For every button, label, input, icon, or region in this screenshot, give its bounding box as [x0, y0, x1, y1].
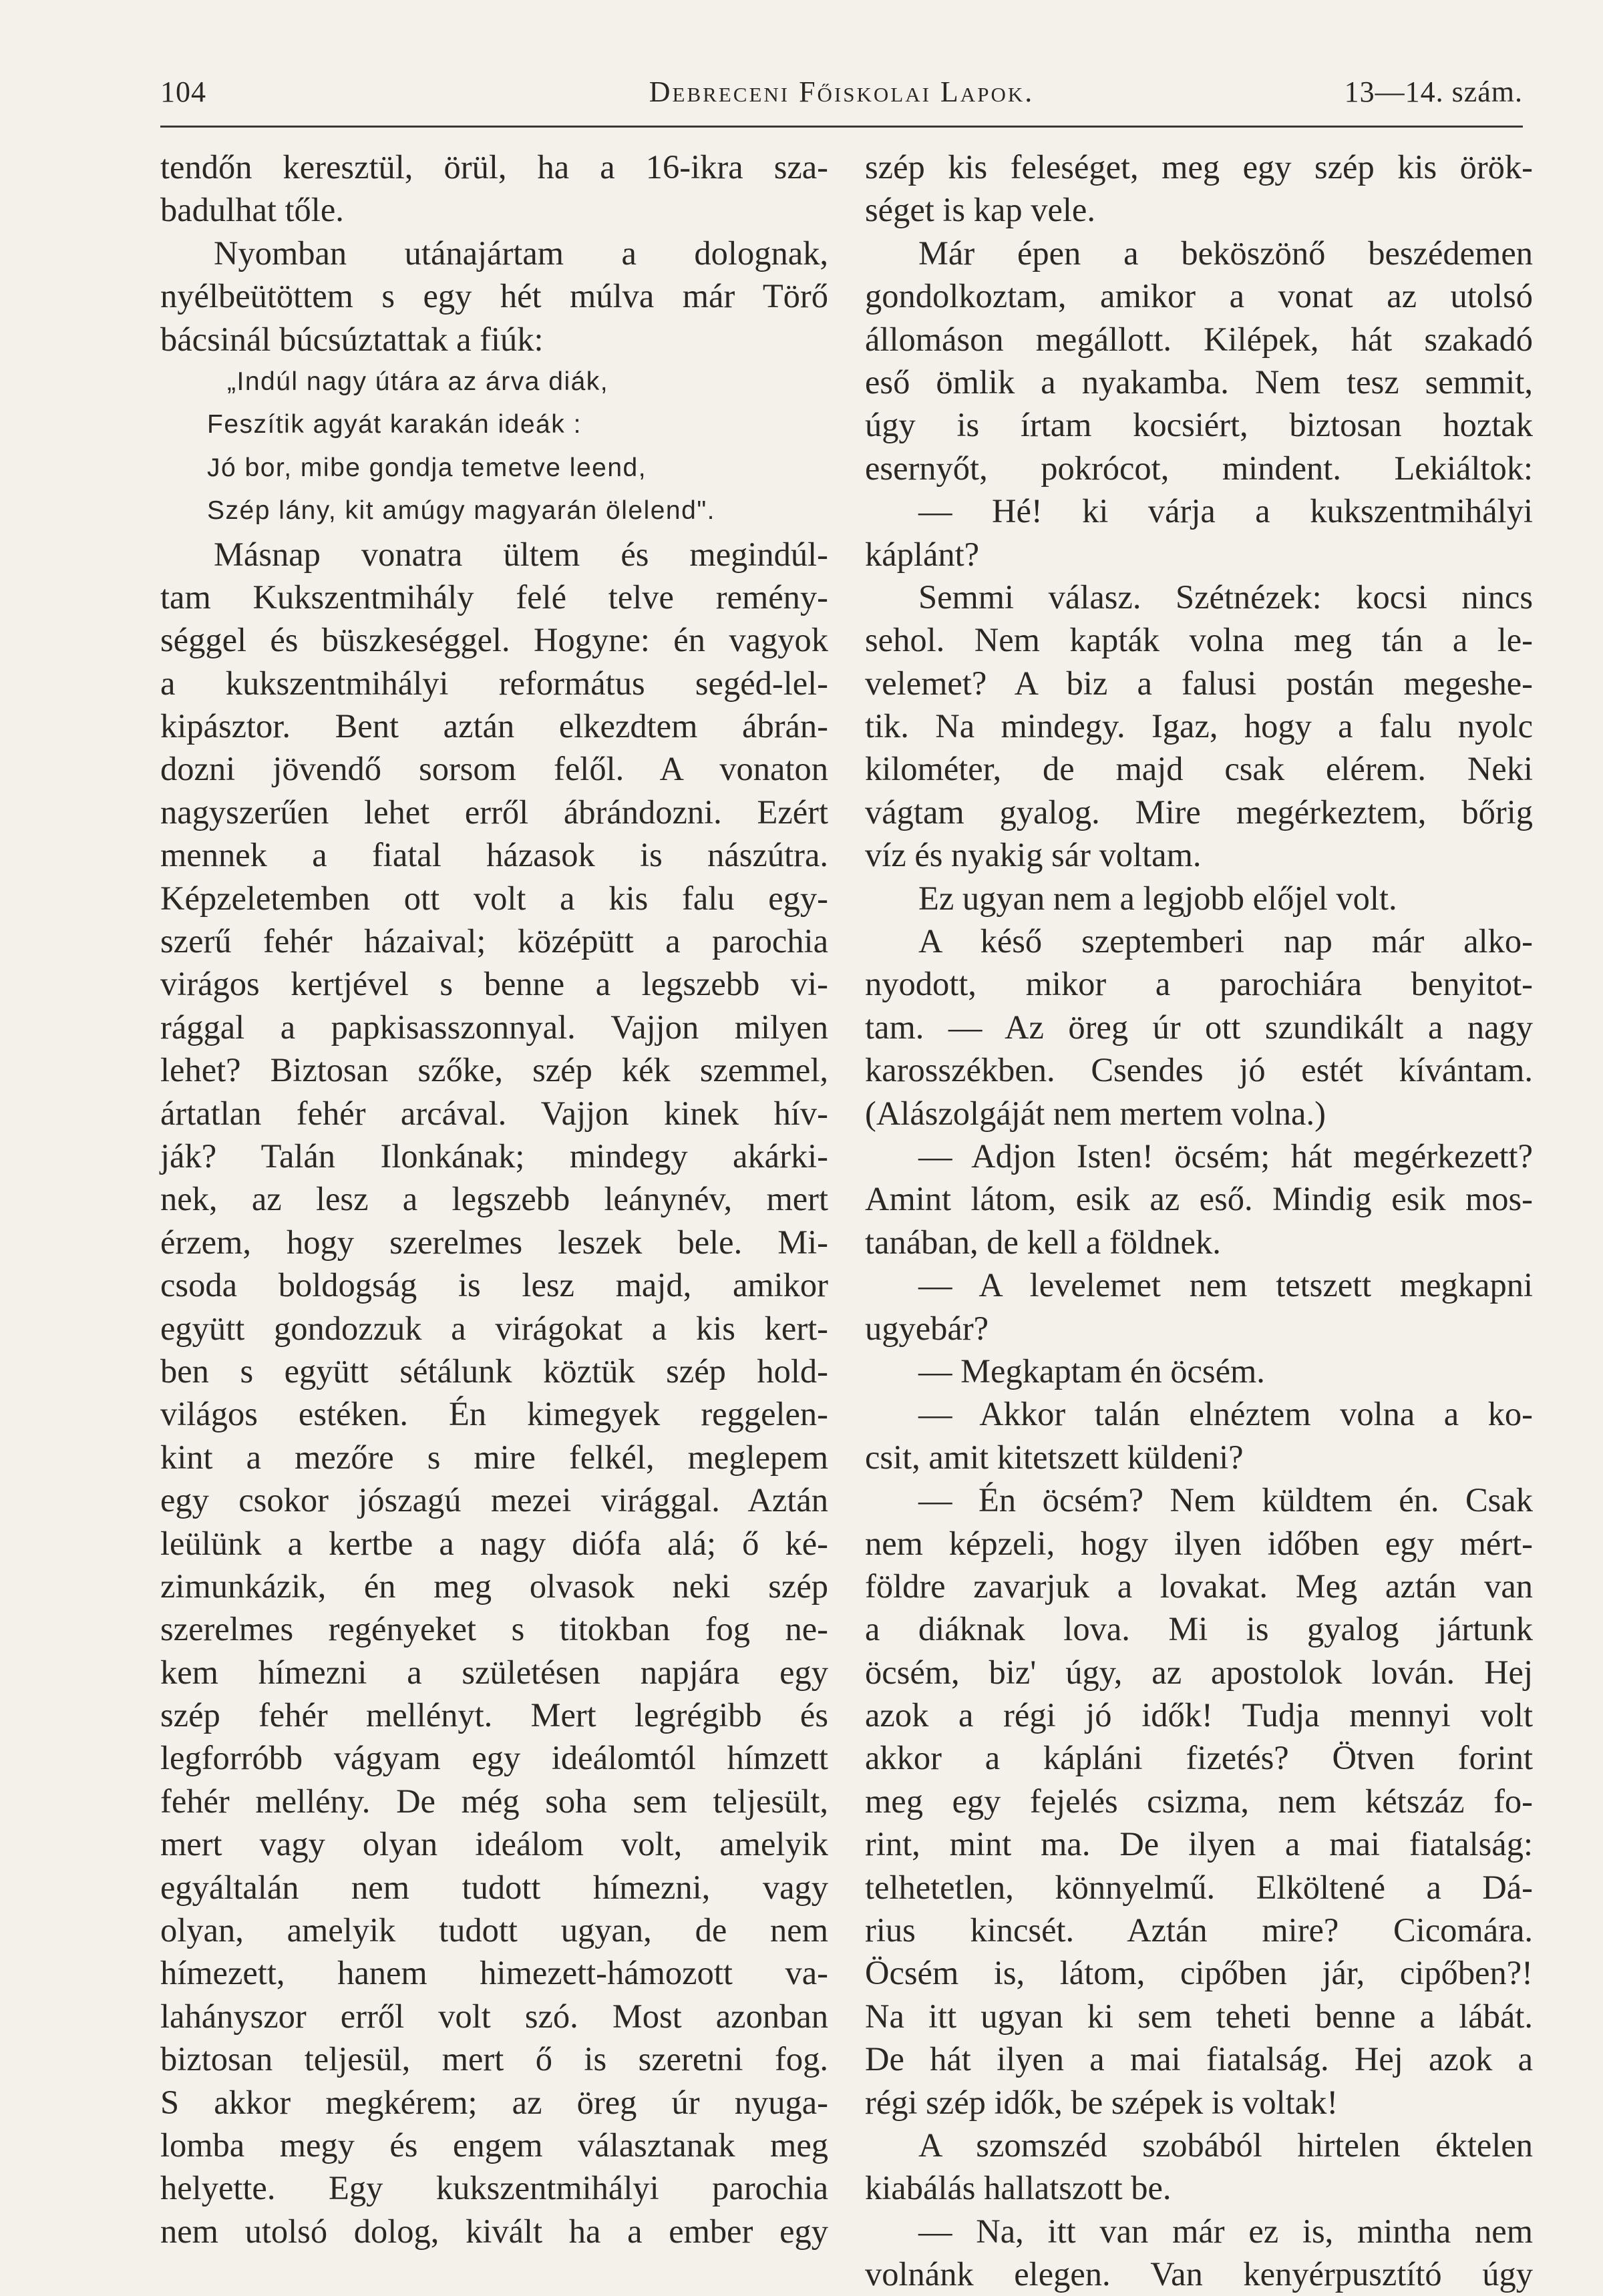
text-line: mennek a fiatal házasok is nászútra.: [160, 836, 828, 874]
text-line: bácsinál búcsúztattak a fiúk:: [160, 320, 544, 358]
text-line: sehol. Nem kapták volna meg tán a le-: [865, 621, 1533, 659]
text-line: tik. Na mindegy. Igaz, hogy a falu nyolc: [865, 707, 1533, 745]
text-line: tam Kukszentmihály felé telve remény-: [160, 578, 828, 616]
text-line: a kukszentmihályi református segéd-lel-: [160, 664, 828, 702]
text-line: rággal a papkisasszonnyal. Vajjon milyen: [160, 1008, 828, 1046]
header-rule: [160, 126, 1523, 128]
page-header: [160, 75, 1523, 122]
text-line: nem képzeli, hogy ilyen időben egy mért-: [865, 1524, 1533, 1562]
text-line: rint, mint ma. De ilyen a mai fiatalság:: [865, 1825, 1533, 1863]
text-line: nek, az lesz a legszebb leánynév, mert: [160, 1180, 828, 1218]
text-line: zimunkázik, én meg olvasok neki szép: [160, 1567, 828, 1605]
text-line: hímezett, hanem himezett-hámozott va-: [160, 1954, 828, 1992]
text-line: virágos kertjével s benne a legszebb vi-: [160, 965, 828, 1003]
text-line: séggel és büszkeséggel. Hogyne: én vagyok: [160, 621, 828, 659]
text-line: dozni jövendő sorsom felől. A vonaton: [160, 750, 828, 788]
text-line: Jó bor, mibe gondja temetve leend,: [207, 453, 647, 482]
text-line: kint a mezőre s mire felkél, meglepem: [160, 1438, 828, 1476]
text-line: tanában, de kell a földnek.: [865, 1223, 1221, 1261]
publication-title: Debreceni Főiskolai Lapok.: [649, 75, 1035, 108]
text-line: Másnap vonatra ültem és megindúl-: [214, 535, 828, 573]
text-line: gondolkoztam, amikor a vonat az utolsó: [865, 277, 1533, 315]
text-line: Nyomban utánajártam a dolognak,: [214, 234, 828, 272]
text-line: Feszítik agyát karakán ideák :: [207, 410, 582, 439]
text-line: úgy is írtam kocsiért, biztosan hoztak: [865, 406, 1533, 444]
text-line: séget is kap vele.: [865, 191, 1095, 229]
text-line: víz és nyakig sár voltam.: [865, 836, 1202, 874]
text-line: régi szép idők, be szépek is voltak!: [865, 2083, 1339, 2121]
text-line: — Én öcsém? Nem küldtem én. Csak: [918, 1481, 1533, 1519]
text-line: csoda boldogság is lesz majd, amikor: [160, 1266, 828, 1304]
text-line: A késő szeptemberi nap már alko-: [918, 922, 1533, 960]
text-line: kiabálás hallatszott be.: [865, 2169, 1172, 2207]
text-line: velemet? A biz a falusi postán megeshe-: [865, 664, 1533, 702]
text-line: meg egy fejelés csizma, nem kétszáz fo-: [865, 1782, 1533, 1820]
left-column: [160, 146, 828, 2253]
text-line: azok a régi jó idők! Tudja mennyi volt: [865, 1696, 1533, 1734]
text-line: állomáson megállott. Kilépek, hát szakadó: [865, 320, 1533, 358]
right-column: [865, 146, 1533, 2296]
text-line: öcsém, biz' úgy, az apostolok lován. Hej: [865, 1653, 1533, 1691]
text-line: karosszékben. Csendes jó estét kívántam.: [865, 1051, 1533, 1089]
text-line: csit, amit kitetszett küldeni?: [865, 1438, 1244, 1476]
text-line: szerelmes regényeket s titokban fog ne-: [160, 1610, 828, 1648]
text-line: legforróbb vágyam egy ideálomtól hímzett: [160, 1739, 828, 1777]
text-line: világos estéken. Én kimegyek reggelen-: [160, 1395, 828, 1433]
text-line: akkor a kápláni fizetés? Ötven forint: [865, 1739, 1533, 1777]
text-line: szép fehér mellényt. Mert legrégibb és: [160, 1696, 828, 1734]
text-line: esernyőt, pokrócot, mindent. Lekiáltok:: [865, 449, 1533, 487]
text-line: Amint látom, esik az eső. Mindig esik mos-: [865, 1180, 1533, 1218]
text-line: eső ömlik a nyakamba. Nem tesz semmit,: [865, 363, 1533, 401]
text-line: — Na, itt van már ez is, mintha nem: [918, 2212, 1533, 2250]
text-line: mert vagy olyan ideálom volt, amelyik: [160, 1825, 828, 1863]
text-line: nem utolsó dolog, kivált ha a ember egy: [160, 2212, 828, 2250]
text-line: telhetetlen, könnyelmű. Elköltené a Dá-: [865, 1868, 1533, 1906]
text-line: lomba megy és engem választanak meg: [160, 2126, 828, 2164]
text-line: kilométer, de majd csak elérem. Neki: [865, 750, 1533, 788]
text-line: Ez ugyan nem a legjobb előjel volt.: [918, 879, 1397, 917]
text-line: lehet? Biztosan szőke, szép kék szemmel,: [160, 1051, 828, 1089]
text-line: „Indúl nagy útára az árva diák,: [227, 367, 609, 396]
text-line: kipásztor. Bent aztán elkezdtem ábrán-: [160, 707, 828, 745]
text-line: (Alászolgáját nem mertem volna.): [865, 1094, 1326, 1132]
text-line: leülünk a kertbe a nagy diófa alá; ő ké-: [160, 1524, 828, 1562]
text-line: lahányszor erről volt szó. Most azonban: [160, 1997, 828, 2035]
text-line: Szép lány, kit amúgy magyarán ölelend".: [207, 496, 715, 526]
text-line: egyáltalán nem tudott hímezni, vagy: [160, 1868, 828, 1906]
text-line: volnánk elegen. Van kenyérpusztító úgy: [865, 2255, 1533, 2293]
text-line: Semmi válasz. Szétnézek: kocsi nincs: [918, 578, 1533, 616]
text-line: a diáknak lova. Mi is gyalog jártunk: [865, 1610, 1533, 1648]
page-number: 104: [160, 75, 206, 108]
text-line: Na itt ugyan ki sem teheti benne a lábát.: [865, 1997, 1533, 2035]
text-line: káplánt?: [865, 535, 980, 573]
text-line: nyodott, mikor a parochiára benyitot-: [865, 965, 1533, 1003]
text-line: szerű fehér házaival; középütt a parochia: [160, 922, 828, 960]
text-line: ugyebár?: [865, 1309, 989, 1347]
text-line: badulhat tőle.: [160, 191, 344, 229]
text-line: együtt gondozzuk a virágokat a kis kert-: [160, 1309, 828, 1347]
text-line: — A levelemet nem tetszett megkapni: [918, 1266, 1533, 1304]
text-line: ártatlan fehér arcával. Vajjon kinek hív-: [160, 1094, 828, 1132]
text-line: tendőn keresztül, örül, ha a 16-ikra sza-: [160, 148, 828, 186]
text-line: földre zavarjuk a lovakat. Meg aztán van: [865, 1567, 1533, 1605]
text-line: — Adjon Isten! öcsém; hát megérkezett?: [918, 1137, 1533, 1175]
text-line: ben s együtt sétálunk köztük szép hold-: [160, 1352, 828, 1390]
text-line: érzem, hogy szerelmes leszek bele. Mi-: [160, 1223, 828, 1261]
text-line: — Hé! ki várja a kukszentmihályi: [918, 492, 1533, 530]
text-line: biztosan teljesül, mert ő is szeretni fog.: [160, 2040, 828, 2078]
text-line: De hát ilyen a mai fiatalság. Hej azok a: [865, 2040, 1533, 2078]
text-line: — Megkaptam én öcsém.: [918, 1352, 1265, 1390]
text-line: kem hímezni a születésen napjára egy: [160, 1653, 828, 1691]
text-line: nagyszerűen lehet erről ábrándozni. Ezért: [160, 793, 828, 831]
text-line: szép kis feleséget, meg egy szép kis örök-: [865, 148, 1533, 186]
text-line: Már épen a beköszönő beszédemen: [918, 234, 1533, 272]
text-line: fehér mellény. De még soha sem teljesült,: [160, 1782, 828, 1820]
text-line: — Akkor talán elnéztem volna a ko-: [918, 1395, 1533, 1433]
text-line: A szomszéd szobából hirtelen éktelen: [918, 2126, 1533, 2164]
text-line: rius kincsét. Aztán mire? Cicomára.: [865, 1911, 1533, 1949]
text-line: S akkor megkérem; az öreg úr nyuga-: [160, 2083, 828, 2121]
text-line: ják? Talán Ilonkának; mindegy akárki-: [160, 1137, 828, 1175]
text-line: tam. — Az öreg úr ott szundikált a nagy: [865, 1008, 1533, 1046]
text-line: olyan, amelyik tudott ugyan, de nem: [160, 1911, 828, 1949]
issue-number: 13—14. szám.: [1344, 75, 1523, 108]
text-line: helyette. Egy kukszentmihályi parochia: [160, 2169, 828, 2207]
text-line: Képzeletemben ott volt a kis falu egy-: [160, 879, 828, 917]
text-line: nyélbeütöttem s egy hét múlva már Törő: [160, 277, 828, 315]
text-line: Öcsém is, látom, cipőben jár, cipőben?!: [865, 1954, 1533, 1992]
text-line: egy csokor jószagú mezei virággal. Aztán: [160, 1481, 828, 1519]
text-line: vágtam gyalog. Mire megérkeztem, bőrig: [865, 793, 1533, 831]
